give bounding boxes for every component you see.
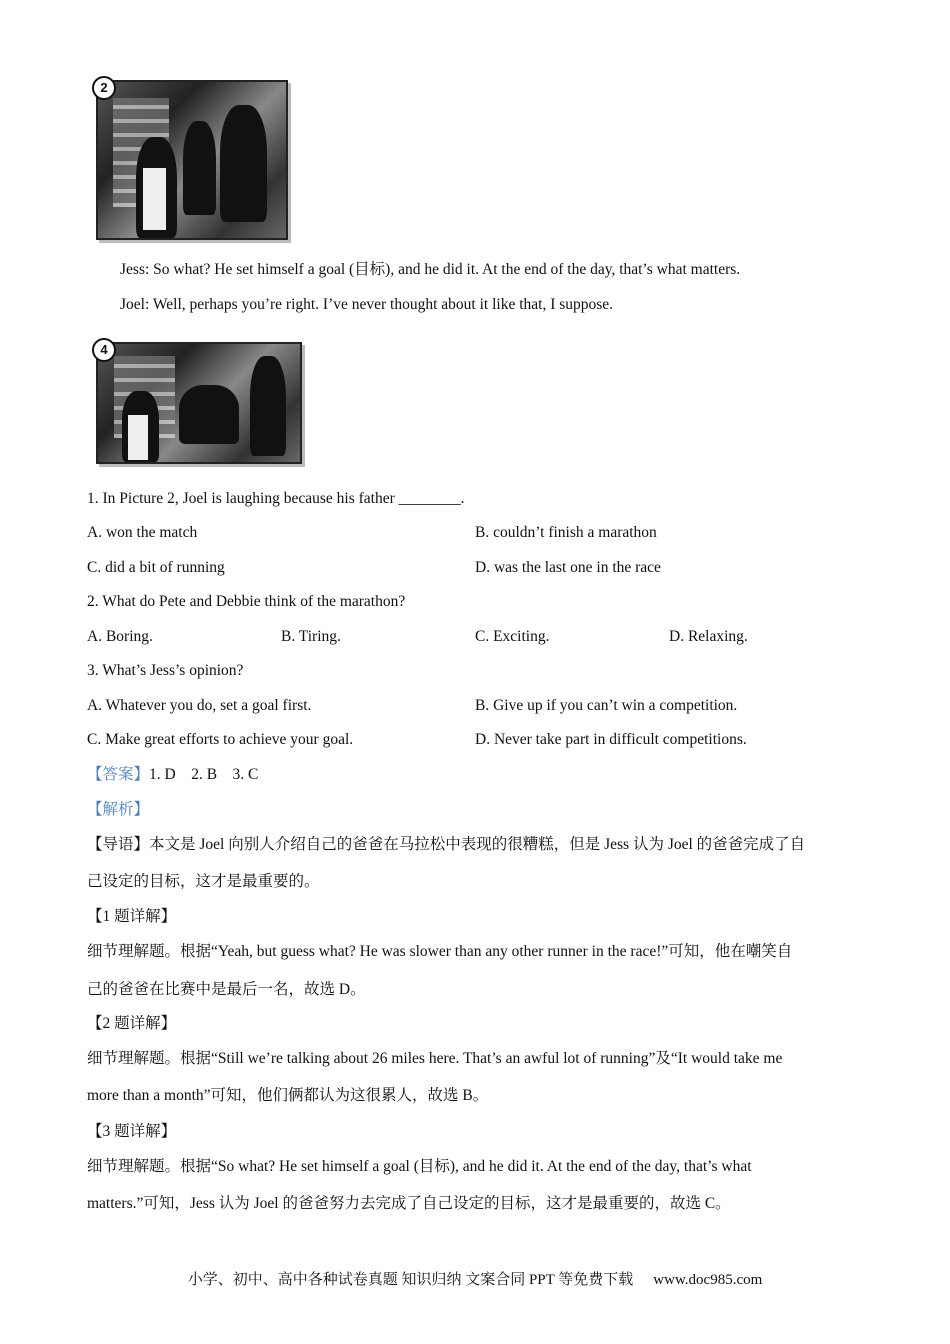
option: B. Tiring. [281,628,341,645]
detail-text: 细节理解题。根据“So what? He set himself a goal (目标), and he did it. At the end of the day, that’s what [87,1158,752,1175]
option: A. Boring. [87,628,153,645]
detail-text: 己的爸爸在比赛中是最后一名，故选 D。 [87,981,366,998]
dialogue-line: Joel: Well, perhaps you’re right. I’ve never thought about it like that, I suppose. [120,296,614,313]
person-figure [179,385,240,444]
person-figure [220,105,267,222]
person-figure [250,356,286,456]
option: A. Whatever you do, set a goal first. [87,697,312,714]
person-figure [183,121,217,215]
picture-4 [96,342,302,464]
detail-text: 细节理解题。根据“Still we’re talking about 26 miles here. That’s an awful lot of running”及“It would take me [87,1050,783,1067]
option: D. Never take part in difficult competitions. [475,731,747,748]
page-footer [0,1268,950,1289]
detail-label: 【1 题详解】 [87,908,177,925]
detail-label: 【2 题详解】 [87,1015,177,1032]
answer-text: 1. D 2. B 3. C [149,766,259,783]
intro-text: 本文是 Joel 向别人介绍自己的爸爸在马拉松中表现的很糟糕，但是 Jess 认为 Joel 的爸爸完成了自 [149,836,806,853]
answer-line [87,765,258,785]
intro-line [87,835,805,855]
detail-label: 【3 题详解】 [87,1123,177,1140]
picture-number-badge: 2 [92,76,116,100]
question-stem: 2. What do Pete and Debbie think of the marathon? [87,593,406,610]
option: C. did a bit of running [87,559,225,576]
option: B. couldn’t finish a marathon [475,524,657,541]
intro-text-continued: 己设定的目标，这才是最重要的。 [87,873,320,890]
footer-text: 小学、初中、高中各种试卷真题 知识归纳 文案合同 PPT 等免费下载 [187,1272,634,1288]
option: A. won the match [87,524,198,541]
option: D. Relaxing. [669,628,748,645]
intro-label: 【导语】 [87,836,150,853]
picture-number-badge: 4 [92,338,116,362]
shirt [143,168,166,230]
footer-url[interactable]: www.doc985.com [653,1272,763,1288]
question-stem: 3. What’s Jess’s opinion? [87,662,244,679]
detail-text: 细节理解题。根据“Yeah, but guess what? He was slower than any other runner in the race!”可知，他在嘲笑自 [87,943,793,960]
picture-2 [96,80,288,240]
shirt [128,415,148,460]
option: C. Exciting. [475,628,550,645]
option: B. Give up if you can’t win a competition. [475,697,738,714]
option: D. was the last one in the race [475,559,661,576]
question-stem: 1. In Picture 2, Joel is laughing because his father ________. [87,490,465,507]
detail-text: matters.”可知，Jess 认为 Joel 的爸爸努力去完成了自己设定的目标，这才是最重要的，故选 C。 [87,1195,731,1212]
option: C. Make great efforts to achieve your goal. [87,731,354,748]
analysis-label: 【解析】 [87,801,150,818]
detail-text: more than a month”可知，他们俩都认为这很累人，故选 B。 [87,1087,489,1104]
dialogue-line: Jess: So what? He set himself a goal (目标), and he did it. At the end of the day, that’s what matters. [120,261,741,278]
answer-label: 【答案】 [87,766,150,783]
